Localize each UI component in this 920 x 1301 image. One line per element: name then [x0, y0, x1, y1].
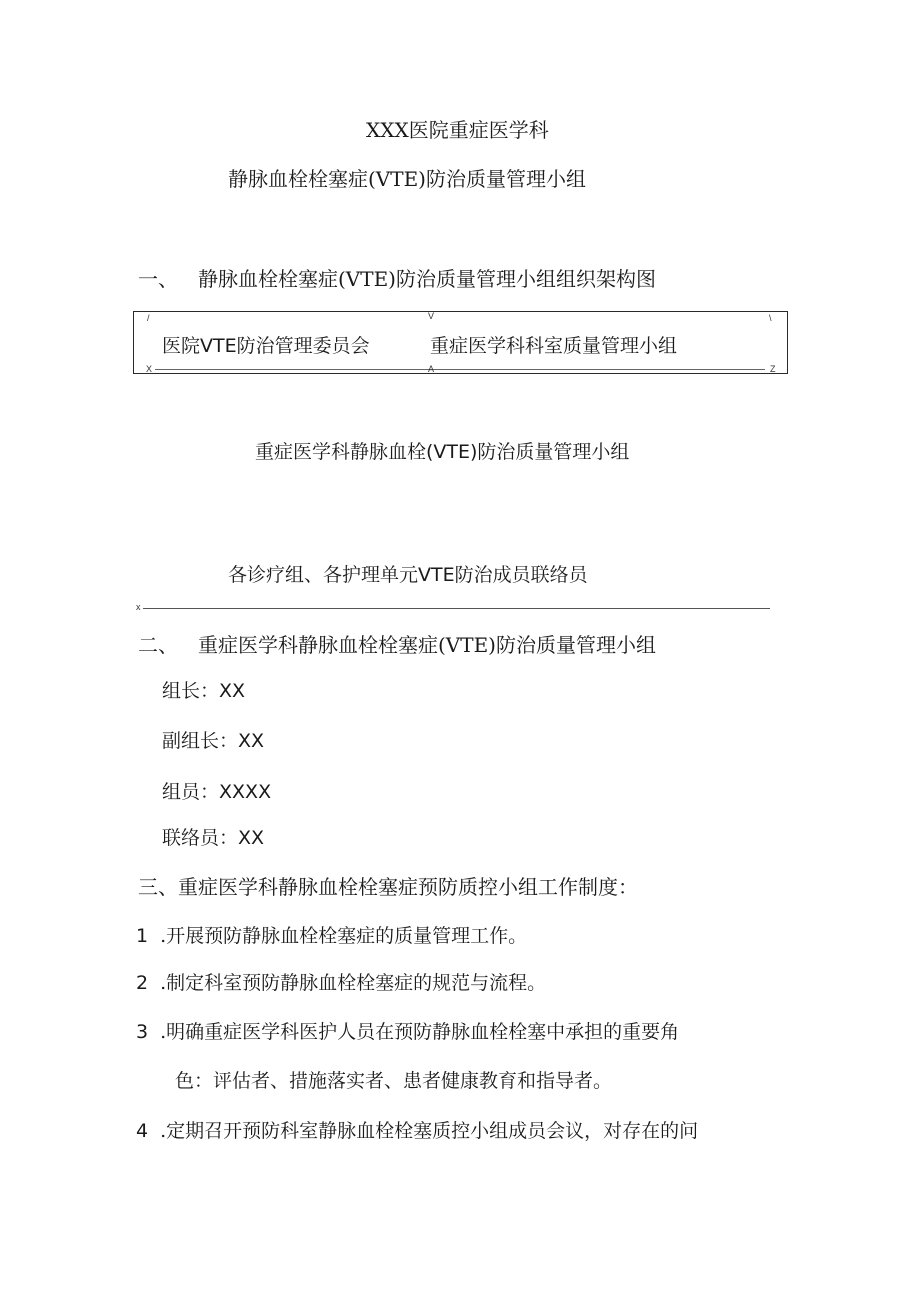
member-name: XX — [238, 730, 265, 752]
section3-heading: 三、重症医学科静脉血栓栓塞症预防质控小组工作制度： — [138, 875, 638, 899]
rule-number: 2 — [136, 972, 149, 994]
separator-mark: x — [136, 602, 141, 612]
member-name: XXXX — [219, 781, 272, 803]
section1-number: 一、 — [138, 267, 178, 291]
box-mark-bl: X — [146, 364, 153, 374]
separator-line — [143, 608, 770, 609]
rule-item-4 — [136, 1118, 698, 1144]
org-node-liaison: 各诊疗组、各护理单元VTE防治成员联络员 — [228, 564, 588, 586]
rule-text: .定期召开预防科室静脉血栓栓塞质控小组成员会议，对存在的问 — [160, 1120, 699, 1142]
org-node-dept-quality-group: 重症医学科科室质量管理小组 — [430, 335, 678, 357]
section1-heading: 静脉血栓栓塞症(VTE)防治质量管理小组组织架构图 — [198, 267, 656, 291]
rule-text: .开展预防静脉血栓栓塞症的质量管理工作。 — [160, 925, 528, 947]
rule-item-2 — [136, 970, 546, 996]
box-mark-br: Z — [770, 364, 776, 374]
document-subtitle: 静脉血栓栓塞症(VTE)防治质量管理小组 — [228, 167, 586, 191]
member-role: 联络员： — [162, 827, 239, 849]
member-name: XX — [219, 680, 246, 702]
box-mark-tr: \ — [769, 313, 772, 323]
member-role: 副组长： — [162, 730, 239, 752]
member-liaison — [162, 825, 264, 851]
rule-item-3 — [136, 1019, 679, 1045]
box-mark-tc: V — [428, 311, 435, 321]
member-role: 组长： — [162, 680, 220, 702]
section2-heading: 重症医学科静脉血栓栓塞症(VTE)防治质量管理小组 — [198, 633, 656, 657]
document-title: XXX医院重症医学科 — [366, 118, 549, 142]
member-deputy-leader — [162, 728, 264, 754]
section2-number: 二、 — [138, 633, 178, 657]
member-name: XX — [238, 827, 265, 849]
box-underline — [155, 369, 765, 370]
rule-number: 1 — [136, 925, 149, 947]
member-role: 组员： — [162, 781, 220, 803]
rule-number: 3 — [136, 1021, 149, 1043]
rule-item-3-continuation: 色：评估者、措施落实者、患者健康教育和指导者。 — [175, 1070, 613, 1092]
member-leader — [162, 678, 245, 704]
org-node-committee: 医院VTE防治管理委员会 — [162, 335, 370, 357]
rule-text: .明确重症医学科医护人员在预防静脉血栓栓塞中承担的重要角 — [160, 1021, 680, 1043]
box-mark-bc: A — [428, 364, 435, 374]
rule-item-1 — [136, 923, 527, 949]
org-node-vte-group: 重症医学科静脉血栓(VTE)防治质量管理小组 — [255, 441, 630, 463]
rule-text: .制定科室预防静脉血栓栓塞症的规范与流程。 — [160, 972, 547, 994]
box-mark-tl: / — [147, 313, 150, 323]
rule-number: 4 — [136, 1120, 149, 1142]
member-group-members — [162, 779, 271, 805]
